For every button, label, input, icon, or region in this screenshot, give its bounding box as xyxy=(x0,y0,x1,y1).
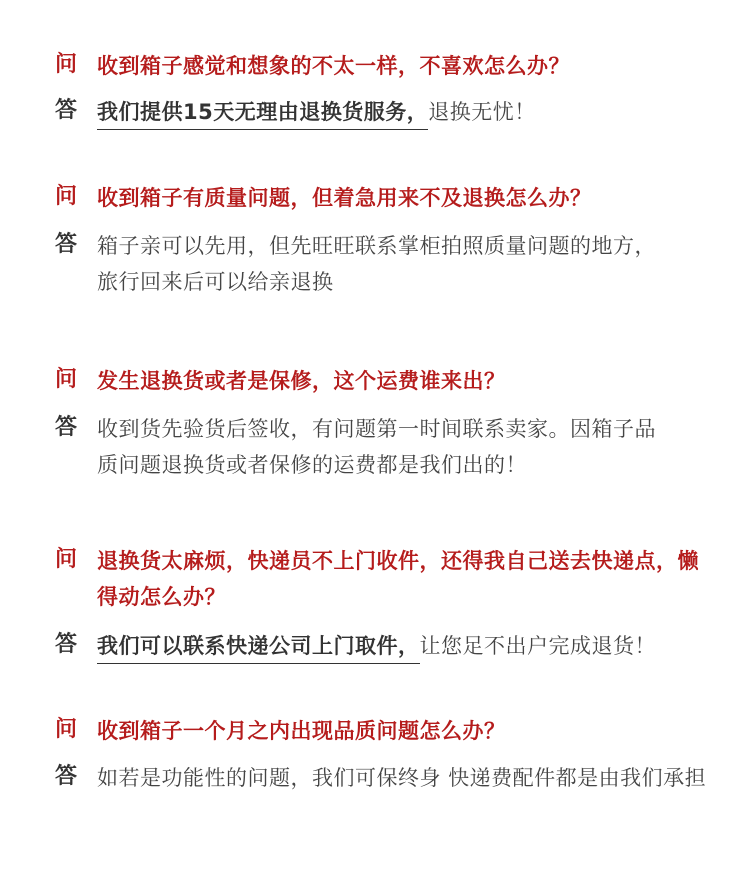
answer-label: 答 xyxy=(55,415,78,440)
faq-question-text: 发生退换货或者是保修，这个运费谁来出？ xyxy=(97,369,506,393)
faq-question-text: 退换货太麻烦，快递员不上门收件，还得我自己送去快递点，懒得动怎么办？ xyxy=(97,549,699,609)
faq-question-text: 收到箱子一个月之内出现品质问题怎么办？ xyxy=(97,719,506,743)
faq-answer-text xyxy=(97,411,667,483)
question-label: 问 xyxy=(55,52,78,77)
answer-label: 答 xyxy=(55,632,78,657)
answer-highlight: 我们提供15天无理由退换货服务， xyxy=(97,97,428,130)
question-label: 问 xyxy=(55,367,78,392)
faq-question-text: 收到箱子感觉和想象的不太一样，不喜欢怎么办？ xyxy=(97,54,570,78)
question-label: 问 xyxy=(55,717,78,742)
answer-label: 答 xyxy=(55,232,78,257)
faq-answer-text xyxy=(97,94,717,130)
answer-rest: 如若是功能性的问题，我们可保终身 快递费配件都是由我们承担 xyxy=(97,766,707,790)
question-label: 问 xyxy=(55,547,78,572)
question-label: 问 xyxy=(55,184,78,209)
faq-question-text: 收到箱子有质量问题，但着急用来不及退换怎么办？ xyxy=(97,186,592,210)
answer-rest: 让您足不出户完成退货！ xyxy=(419,634,656,658)
answer-rest: 退换无忧！ xyxy=(428,100,536,124)
faq-answer-text xyxy=(97,628,737,664)
answer-label: 答 xyxy=(55,764,78,789)
faq-answer-text xyxy=(97,228,657,300)
answer-rest: 箱子亲可以先用，但先旺旺联系掌柜拍照质量问题的地方，旅行回来后可以给亲退换 xyxy=(97,234,656,294)
answer-label: 答 xyxy=(55,98,78,123)
answer-highlight: 我们可以联系快递公司上门取件， xyxy=(97,631,420,664)
answer-rest: 收到货先验货后签收，有问题第一时间联系卖家。因箱子品质问题退换货或者保修的运费都是我们出的！ xyxy=(97,417,656,477)
faq-answer-text xyxy=(97,760,712,796)
